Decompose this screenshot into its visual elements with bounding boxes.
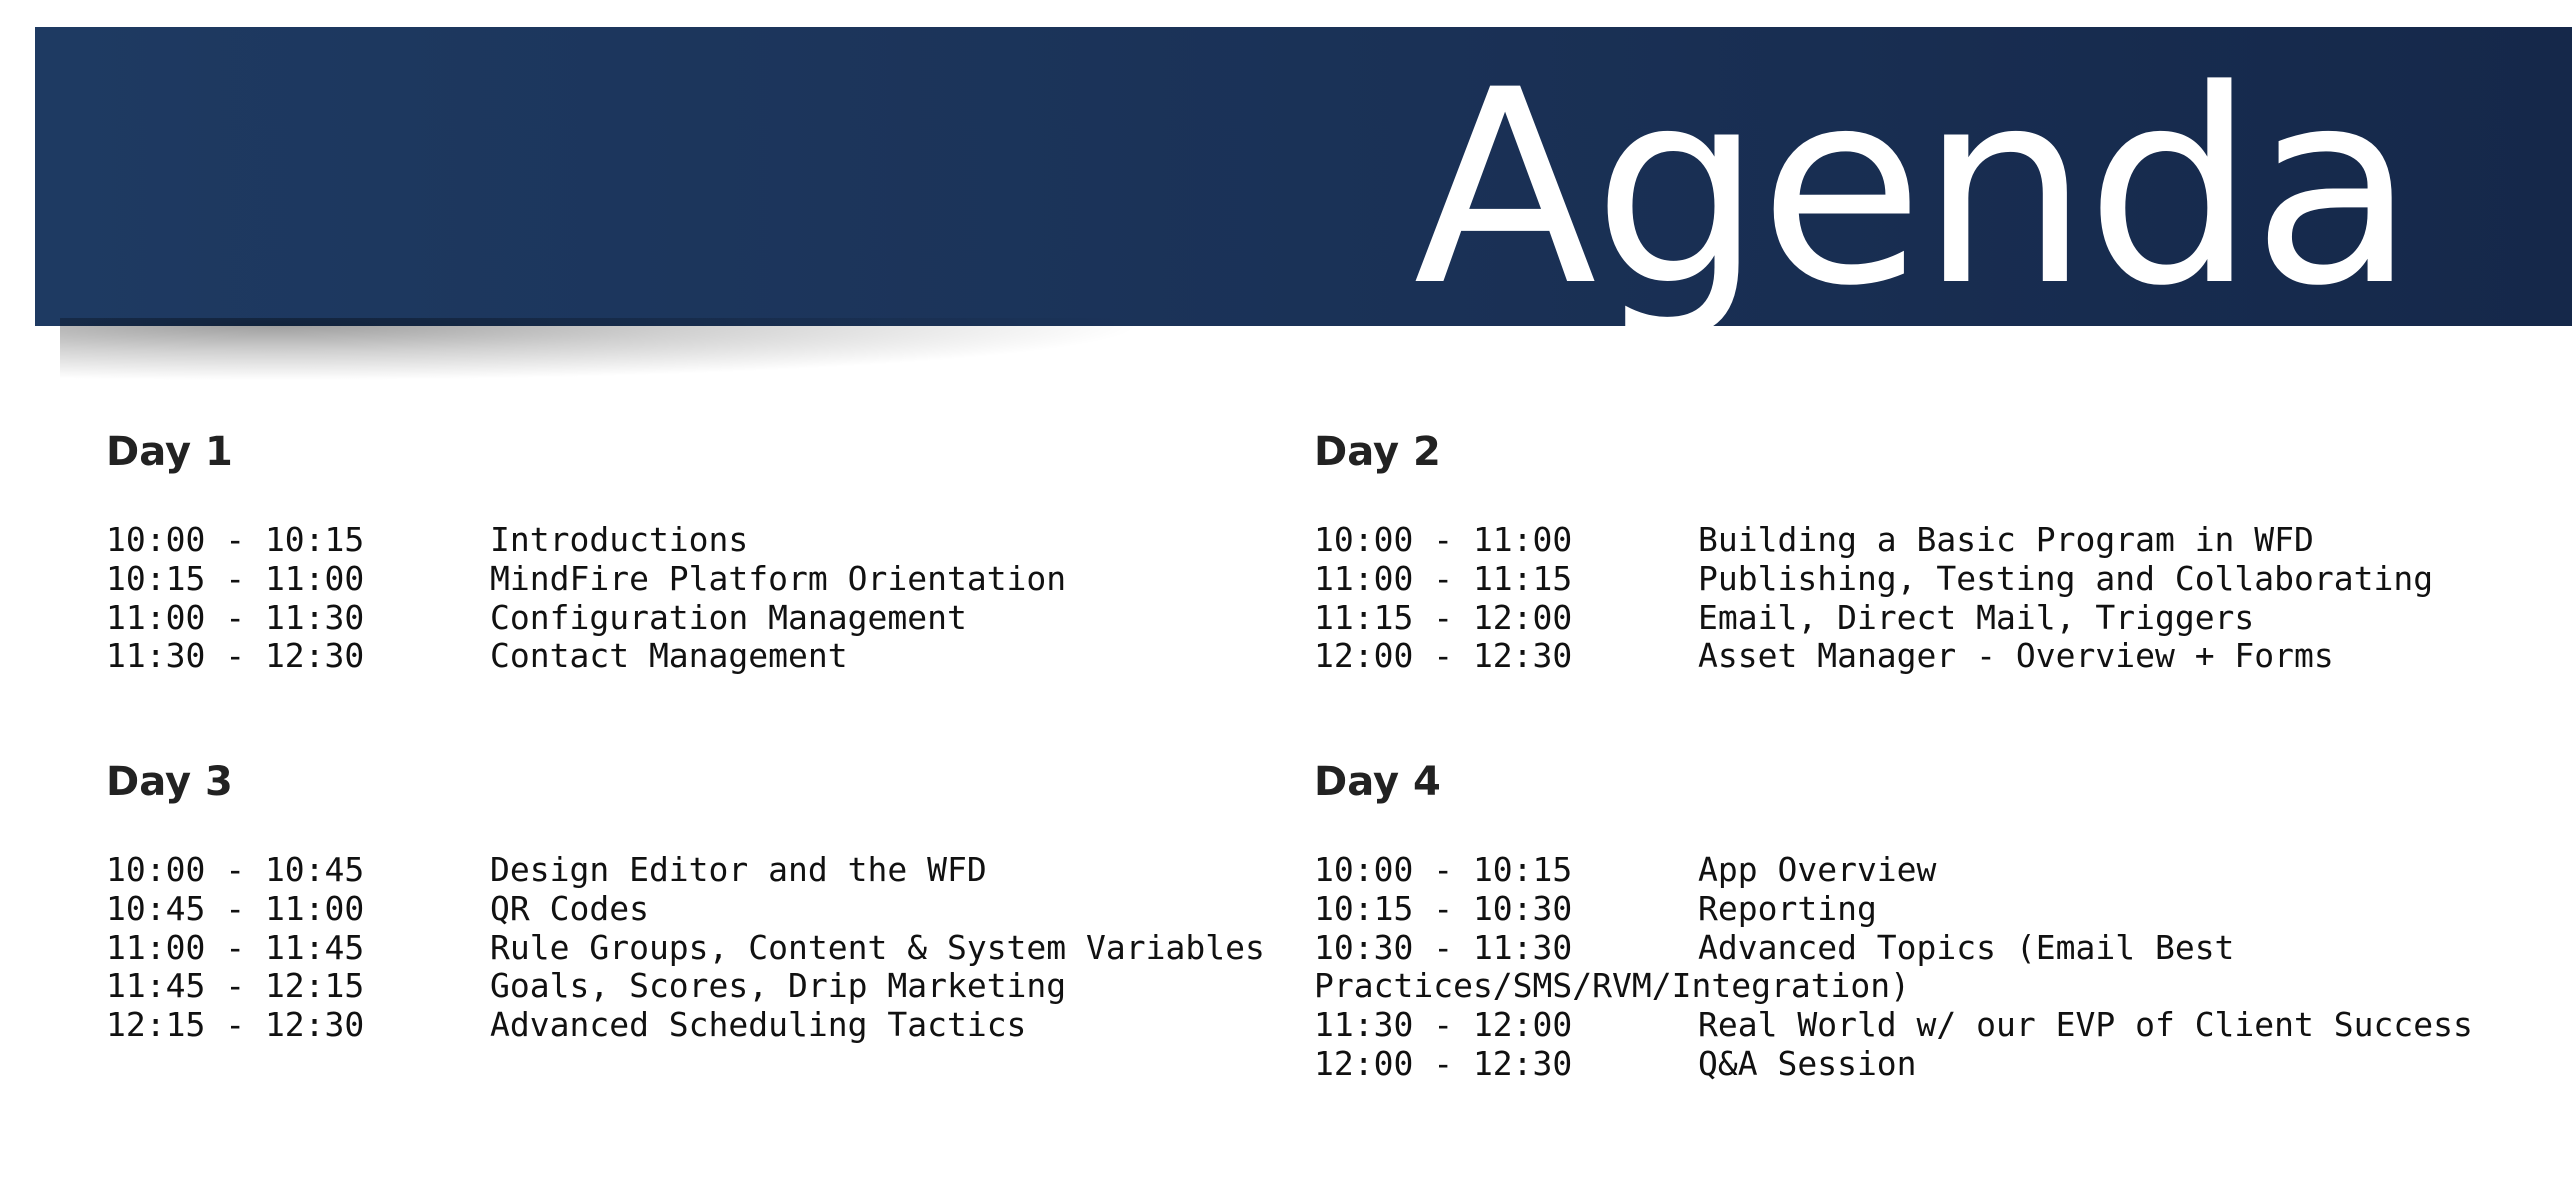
session-item xyxy=(106,890,1276,929)
session-item xyxy=(1314,599,2484,638)
session-time: 10:00 - 11:00 xyxy=(1314,520,1573,559)
session-topic: Real World w/ our EVP of Client Success xyxy=(1698,1005,2473,1045)
session-time: 12:00 - 12:30 xyxy=(1314,636,1573,676)
session-time: 10:45 - 11:00 xyxy=(106,888,365,928)
day-2-section xyxy=(1314,425,2484,676)
session-item xyxy=(106,1006,1276,1045)
session-item xyxy=(1314,851,2484,890)
day-1-section xyxy=(106,425,1276,676)
session-topic: Reporting xyxy=(1698,888,1877,928)
session-topic: Advanced Scheduling Tactics xyxy=(490,1005,1027,1045)
session-topic: Building a Basic Program in WFD xyxy=(1698,520,2314,559)
banner-shadow xyxy=(60,318,1260,388)
session-list xyxy=(1314,851,2484,1084)
session-topic: MindFire Platform Orientation xyxy=(490,558,1067,598)
day-heading: Day 1 xyxy=(106,429,233,475)
session-topic: Goals, Scores, Drip Marketing xyxy=(490,966,1067,1006)
session-item xyxy=(106,521,1276,560)
day-4-section xyxy=(1314,755,2484,1084)
session-topic: Publishing, Testing and Collaborating xyxy=(1698,558,2434,598)
session-topic: Asset Manager - Overview + Forms xyxy=(1698,636,2334,676)
session-topic: Configuration Management xyxy=(490,597,967,637)
title-banner xyxy=(35,27,2572,345)
session-item xyxy=(1314,890,2484,929)
session-item xyxy=(106,560,1276,599)
session-time: 11:45 - 12:15 xyxy=(106,966,365,1006)
day-heading: Day 3 xyxy=(106,759,233,805)
session-time: 10:00 - 10:15 xyxy=(1314,850,1573,889)
day-heading: Day 2 xyxy=(1314,429,1441,475)
day-3-section xyxy=(106,755,1276,1045)
session-time: 11:30 - 12:30 xyxy=(106,636,365,676)
session-item xyxy=(106,967,1276,1006)
session-list xyxy=(106,521,1276,676)
session-item xyxy=(1314,1045,2484,1084)
session-time: 11:00 - 11:30 xyxy=(106,597,365,637)
session-item xyxy=(106,599,1276,638)
session-time: 10:00 - 10:15 xyxy=(106,520,365,559)
page-title: Agenda xyxy=(1413,33,2412,345)
day-heading: Day 4 xyxy=(1314,759,1441,805)
session-item xyxy=(1314,929,2484,1007)
session-time: 11:00 - 11:15 xyxy=(1314,558,1573,598)
session-topic: Rule Groups, Content & System Variables xyxy=(490,927,1265,967)
session-time: 10:15 - 11:00 xyxy=(106,558,365,598)
session-time: 10:15 - 10:30 xyxy=(1314,888,1573,928)
session-topic: Design Editor and the WFD xyxy=(490,850,987,889)
session-time: 11:00 - 11:45 xyxy=(106,927,365,967)
session-topic: QR Codes xyxy=(490,888,649,928)
session-time: 10:30 - 11:30 xyxy=(1314,927,1573,967)
session-time: 10:00 - 10:45 xyxy=(106,850,365,889)
session-topic: Q&A Session xyxy=(1698,1043,1917,1083)
session-item xyxy=(1314,521,2484,560)
session-topic: Contact Management xyxy=(490,636,848,676)
session-item xyxy=(1314,560,2484,599)
session-time: 12:00 - 12:30 xyxy=(1314,1043,1573,1083)
session-item xyxy=(1314,637,2484,676)
session-topic: App Overview xyxy=(1698,850,1937,889)
session-topic: Introductions xyxy=(490,520,749,559)
session-list xyxy=(1314,521,2484,676)
session-item xyxy=(1314,1006,2484,1045)
session-item xyxy=(106,929,1276,968)
session-item xyxy=(106,851,1276,890)
session-time: 11:15 - 12:00 xyxy=(1314,597,1573,637)
session-list xyxy=(106,851,1276,1045)
session-item xyxy=(106,637,1276,676)
session-topic: Advanced Topics (Email Best Practices/SMS/RVM/Integration) xyxy=(1314,927,2255,1006)
session-topic: Email, Direct Mail, Triggers xyxy=(1698,597,2255,637)
session-time: 12:15 - 12:30 xyxy=(106,1005,365,1045)
session-time: 11:30 - 12:00 xyxy=(1314,1005,1573,1045)
